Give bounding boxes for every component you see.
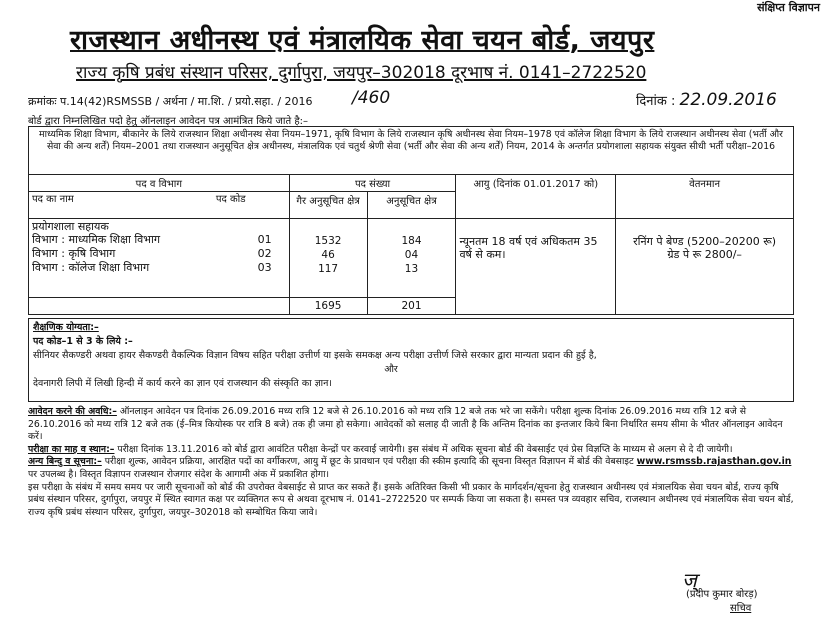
reference-number: क्रमांकः प.14(42)RSMSSB / अर्थना / मा.शि. / प्रयो.सहा. / 2016 <box>28 95 313 108</box>
dept-name: विभाग : माध्यमिक शिक्षा विभाग <box>32 233 161 246</box>
reference-handwritten: /460 <box>352 88 391 108</box>
education-post-codes: पद कोड–1 से 3 के लिये :– <box>33 336 133 347</box>
post-title: प्रयोगशाला सहायक <box>32 220 109 233</box>
notice-paragraphs <box>28 406 798 519</box>
intro-line: बोर्ड द्वारा निम्नलिखित पदो हेतु ऑनलाइन आवेदन पत्र आमंत्रित किये जाते है:– <box>28 116 309 127</box>
signer-name: (प्रदीप कुमार बोरड़) <box>686 589 758 600</box>
exam-paragraph <box>28 444 798 457</box>
apply-period-label: आवेदन करने की अवधि:– <box>28 406 117 417</box>
subheader-scheduled: अनुसूचित क्षेत्र <box>367 192 456 219</box>
education-section <box>28 318 794 402</box>
age-limit: न्यूनतम 18 वर्ष एवं अधिकतम 35 वर्ष से कम। <box>456 219 616 315</box>
exam-label: परीक्षा का माह व स्थान:– <box>28 443 115 455</box>
non-scheduled-count: 117 <box>318 263 339 275</box>
subheader-non-scheduled: गैर अनुसूचित क्षेत्र <box>289 192 367 219</box>
scheduled-count: 13 <box>404 263 419 275</box>
education-line-1: सीनियर सैकण्डरी अथवा हायर सैकण्डरी वैकल्पिक विज्ञान विषय सहित परीक्षा उत्तीर्ण या इसके समकक्ष अन्य परीक्षा उत्तीर्ण जिसे सरकार द्वारा मान्यता प्रदान की हुई है, <box>33 350 597 361</box>
posts-table <box>28 174 794 315</box>
board-address: राज्य कृषि प्रबंध संस्थान परिसर, दुर्गापुरा, जयपुर–302018 दूरभाष नं. 0141–2722520 <box>76 63 647 83</box>
header-post-dept: पद व विभाग <box>29 175 290 192</box>
other-info-paragraph <box>28 456 798 481</box>
education-line-2: देवनागरी लिपी में लिखी हिन्दी में कार्य करने का ज्ञान एवं राजस्थान की संस्कृति का ज्ञान। <box>33 378 333 389</box>
subheader-post-name: पद का नाम <box>32 194 74 205</box>
pay-band: रनिंग पे बेण्ड (5200–20200 रू) <box>633 235 777 248</box>
date-handwritten: 22.09.2016 <box>679 90 777 110</box>
table-row <box>32 261 286 275</box>
post-code: 01 <box>257 233 272 246</box>
scheduled-count: 04 <box>404 249 419 261</box>
table-row <box>32 247 286 261</box>
education-and: और <box>384 364 398 375</box>
exam-text: परीक्षा दिनांक 13.11.2016 को बोर्ड द्वारा आवंटित परीक्षा केन्द्रों पर करवाई जायेगी। इस संबंध में अधिक सूचना बोर्ड की वेबसाईट एवं प्रेस विज्ञप्ति के माध्यम से अलग से दे दी जायेगी। <box>117 443 733 455</box>
table-row <box>32 233 286 247</box>
signature: ज् <box>682 568 697 592</box>
signer-designation: सचिव <box>730 603 752 614</box>
website-link[interactable]: www.rsmssb.rajasthan.gov.in <box>636 456 792 468</box>
subheader-post-code: पद कोड <box>215 194 246 205</box>
non-scheduled-count: 46 <box>321 249 335 261</box>
other-info-text: परीक्षा शुल्क, आवेदन प्रक्रिया, आरक्षित पदों का वर्गीकरण, आयु में छूट के प्रावधान एवं परीक्षा की स्कीम इत्यादि की सूचना विस्तृत विज्ञापन में बोर्ड की वेबसाइट <box>104 456 634 468</box>
education-heading: शैक्षणिक योग्यता:– <box>33 322 99 333</box>
board-title: राजस्थान अधीनस्थ एवं मंत्रालयिक सेवा चयन बोर्ड, जयपुर <box>70 25 655 56</box>
rules-description: माध्यमिक शिक्षा विभाग, बीकानेर के लिये राजस्थान शिक्षा अधीनस्थ सेवा नियम–1971, कृषि विभाग के लिये राजस्थान कृषि अधीनस्थ सेवा नियम–1978 एवं कॉलेज शिक्षा विभाग के लिये राजस्थान अधीनस्थ सेवा (भर्ती और सेवा की अन्य शर्तें) नियम–2001 तथा राजस्थान अनुसूचित क्षेत्र अधीनस्थ, मंत्रालयिक एवं चतुर्थ श्रेणी सेवा (भर्ती और सेवा की अन्य शर्तें) नियम, 2014 के अन्तर्गत प्रयोगशाला सहायक संयुक्त सीधी भर्ती परीक्षा–2016 <box>28 126 794 174</box>
apply-period-paragraph <box>28 406 798 444</box>
date-line <box>636 90 777 110</box>
total-non-scheduled: 1695 <box>289 298 367 315</box>
scheduled-count: 184 <box>401 235 422 247</box>
non-scheduled-count: 1532 <box>314 235 342 247</box>
header-post-count: पद संख्या <box>289 175 456 192</box>
date-label: दिनांक : <box>636 94 676 109</box>
header-pay: वेतनमान <box>616 175 794 219</box>
post-code: 02 <box>257 247 272 260</box>
apply-period-text: ऑनलाइन आवेदन पत्र दिनांक 26.09.2016 मध्य रात्रि 12 बजे से 26.10.2016 को मध्य रात्रि 12 बजे तक भरे जा सकेंगे। परीक्षा शुल्क दिनांक 26.09.2016 मध्य रात्रि 12 बजे से 26.10.2016 को मध्य रात्रि 12 बजे तक (ई–मित्र कियोस्क पर रात्रि 8 बजे) तक ही जमा हो सकेगा। आवेदकों को सलाह दी जाती है कि अन्तिम दिनांक का इन्तजार किये बिना निर्धारित समय सीमा के भीतर ऑनलाइन आवेदन करें। <box>28 406 783 443</box>
total-scheduled: 201 <box>367 298 456 315</box>
grade-pay: ग्रेड पे रू 2800/– <box>667 248 742 261</box>
header-age: आयु (दिनांक 01.01.2017 को) <box>456 175 616 219</box>
dept-name: विभाग : कृषि विभाग <box>32 247 116 260</box>
other-info-label: अन्य बिन्दु व सूचना:– <box>28 456 102 468</box>
advert-type-label: संक्षिप्त विज्ञापन <box>757 1 820 14</box>
dept-name: विभाग : कॉलेज शिक्षा विभाग <box>32 261 150 274</box>
other-info-text-end: पर उपलब्ध है। विस्तृत विज्ञापन राजस्थान रोजगार संदेश के आगामी अंक में प्रकाशित होगा। <box>28 468 330 480</box>
post-code: 03 <box>257 261 272 274</box>
contact-paragraph: इस परीक्षा के संबंध में समय समय पर जारी सूचनाओं को बोर्ड की उपरोक्त वेबसाईट से प्राप्त कर सकते हैं। इसके अतिरिक्त किसी भी प्रकार के मार्गदर्शन/सूचना हेतु राजस्थान अधीनस्थ एवं मंत्रालयिक सेवा चयन बोर्ड, राज्य कृषि प्रबंध संस्थान परिसर, दुर्गापुरा, जयपुर में स्थित स्वागत कक्ष पर व्यक्तिगत रूप से अथवा दूरभाष नं. 0141–2722520 पर सम्पर्क किया जा सकता है। समस्त पत्र व्यवहार सचिव, राजस्थान अधीनस्थ एवं मंत्रालयिक सेवा चयन बोर्ड, राज्य कृषि प्रबंध संस्थान परिसर, दुर्गापुरा, जयपुर–302018 को सम्बोधित किया जावे। <box>28 481 794 518</box>
